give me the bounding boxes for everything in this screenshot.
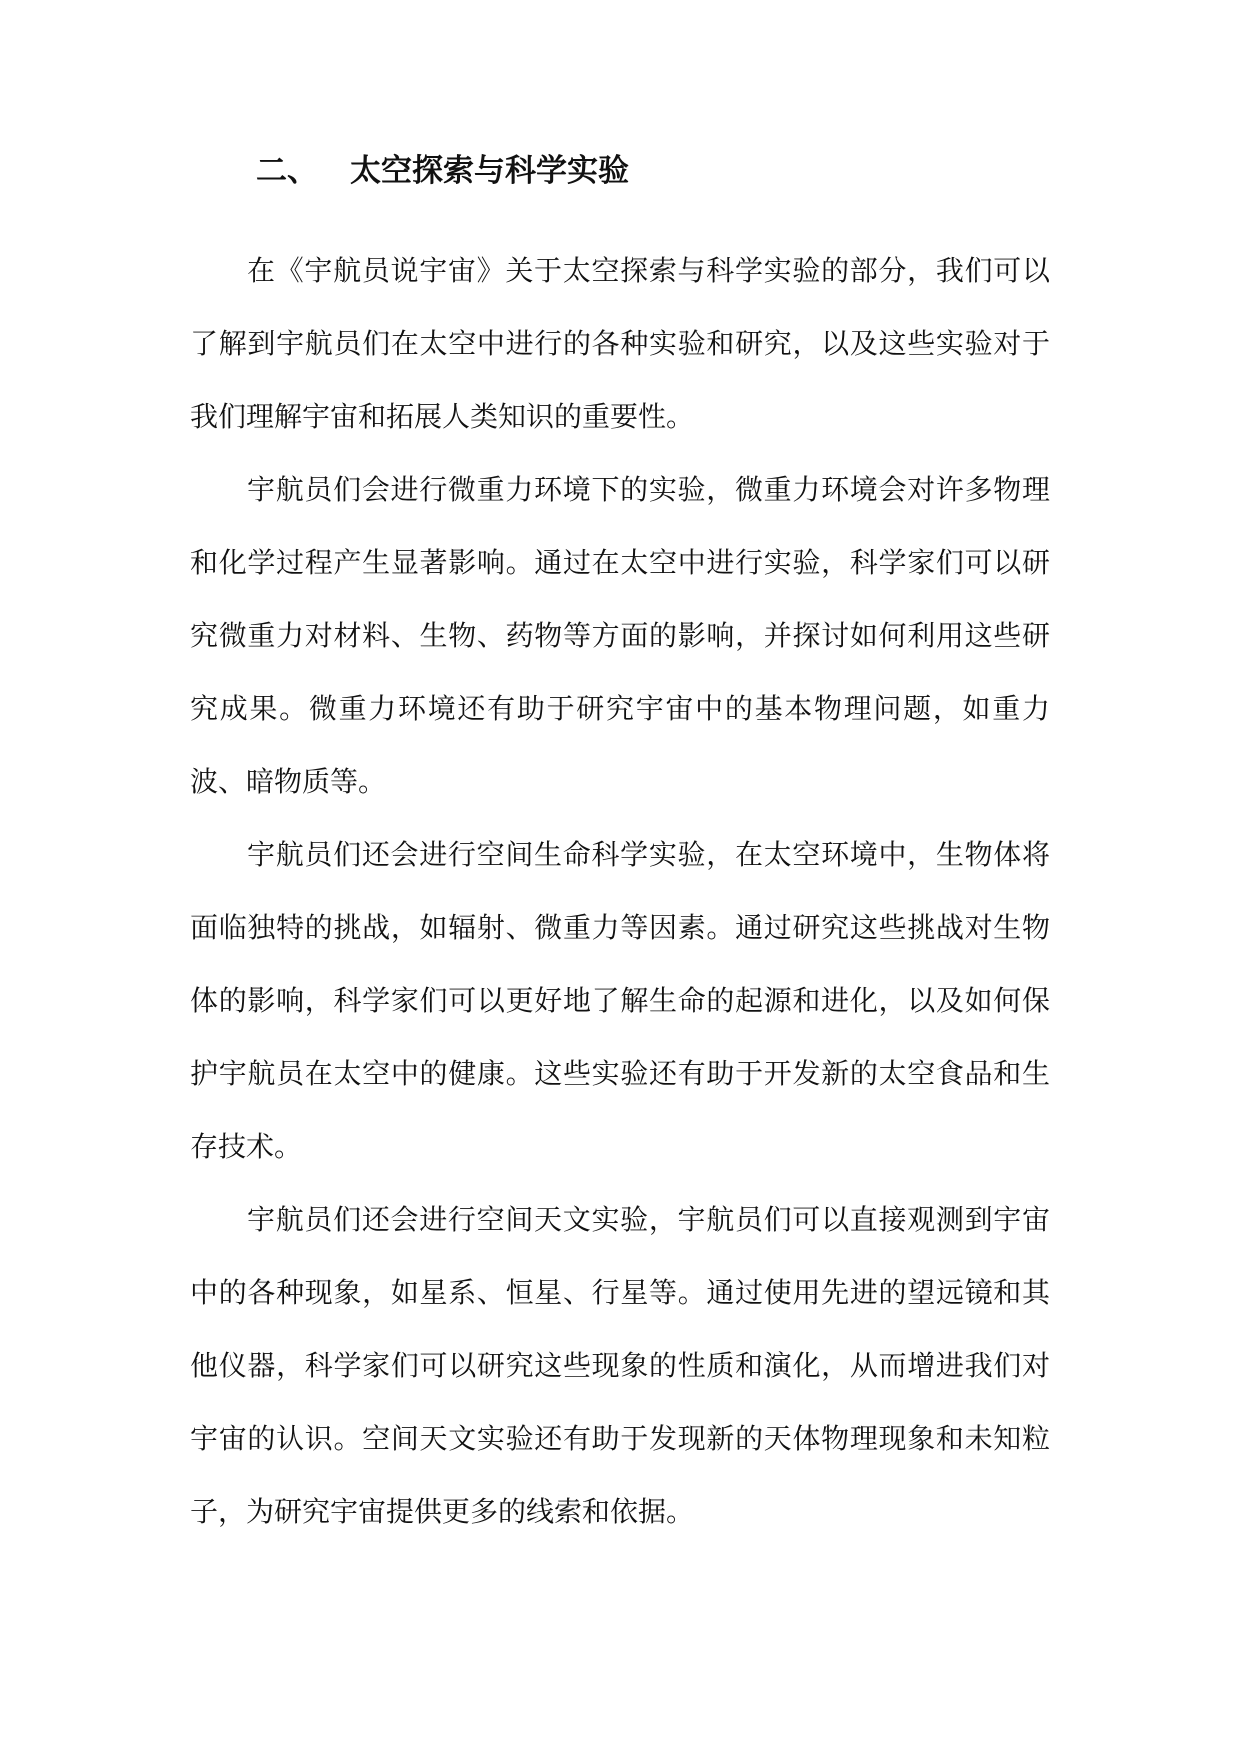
body-text <box>190 234 1050 1548</box>
paragraph-astronomy: 宇航员们还会进行空间天文实验，宇航员们可以直接观测到宇宙中的各种现象，如星系、恒星、行星等。通过使用先进的望远镜和其他仪器，科学家们可以研究这些现象的性质和演化，从而增进我们对宇宙的认识。空间天文实验还有助于发现新的天体物理现象和未知粒子，为研究宇宙提供更多的线索和依据。 <box>190 1203 1050 1528</box>
section-number: 二、 <box>256 153 318 189</box>
paragraph-life-science: 宇航员们还会进行空间生命科学实验，在太空环境中，生物体将面临独特的挑战，如辐射、微重力等因素。通过研究这些挑战对生物体的影响，科学家们可以更好地了解生命的起源和进化，以及如何保护宇航员在太空中的健康。这些实验还有助于开发新的太空食品和生存技术。 <box>190 838 1050 1163</box>
paragraph-microgravity: 宇航员们会进行微重力环境下的实验，微重力环境会对许多物理和化学过程产生显著影响。通过在太空中进行实验，科学家们可以研究微重力对材料、生物、药物等方面的影响，并探讨如何利用这些研究成果。微重力环境还有助于研究宇宙中的基本物理问题，如重力波、暗物质等。 <box>190 473 1050 798</box>
section-heading <box>256 151 629 191</box>
paragraph-intro: 在《宇航员说宇宙》关于太空探索与科学实验的部分，我们可以了解到宇航员们在太空中进行的各种实验和研究，以及这些实验对于我们理解宇宙和拓展人类知识的重要性。 <box>190 254 1050 433</box>
section-title: 太空探索与科学实验 <box>350 153 629 189</box>
